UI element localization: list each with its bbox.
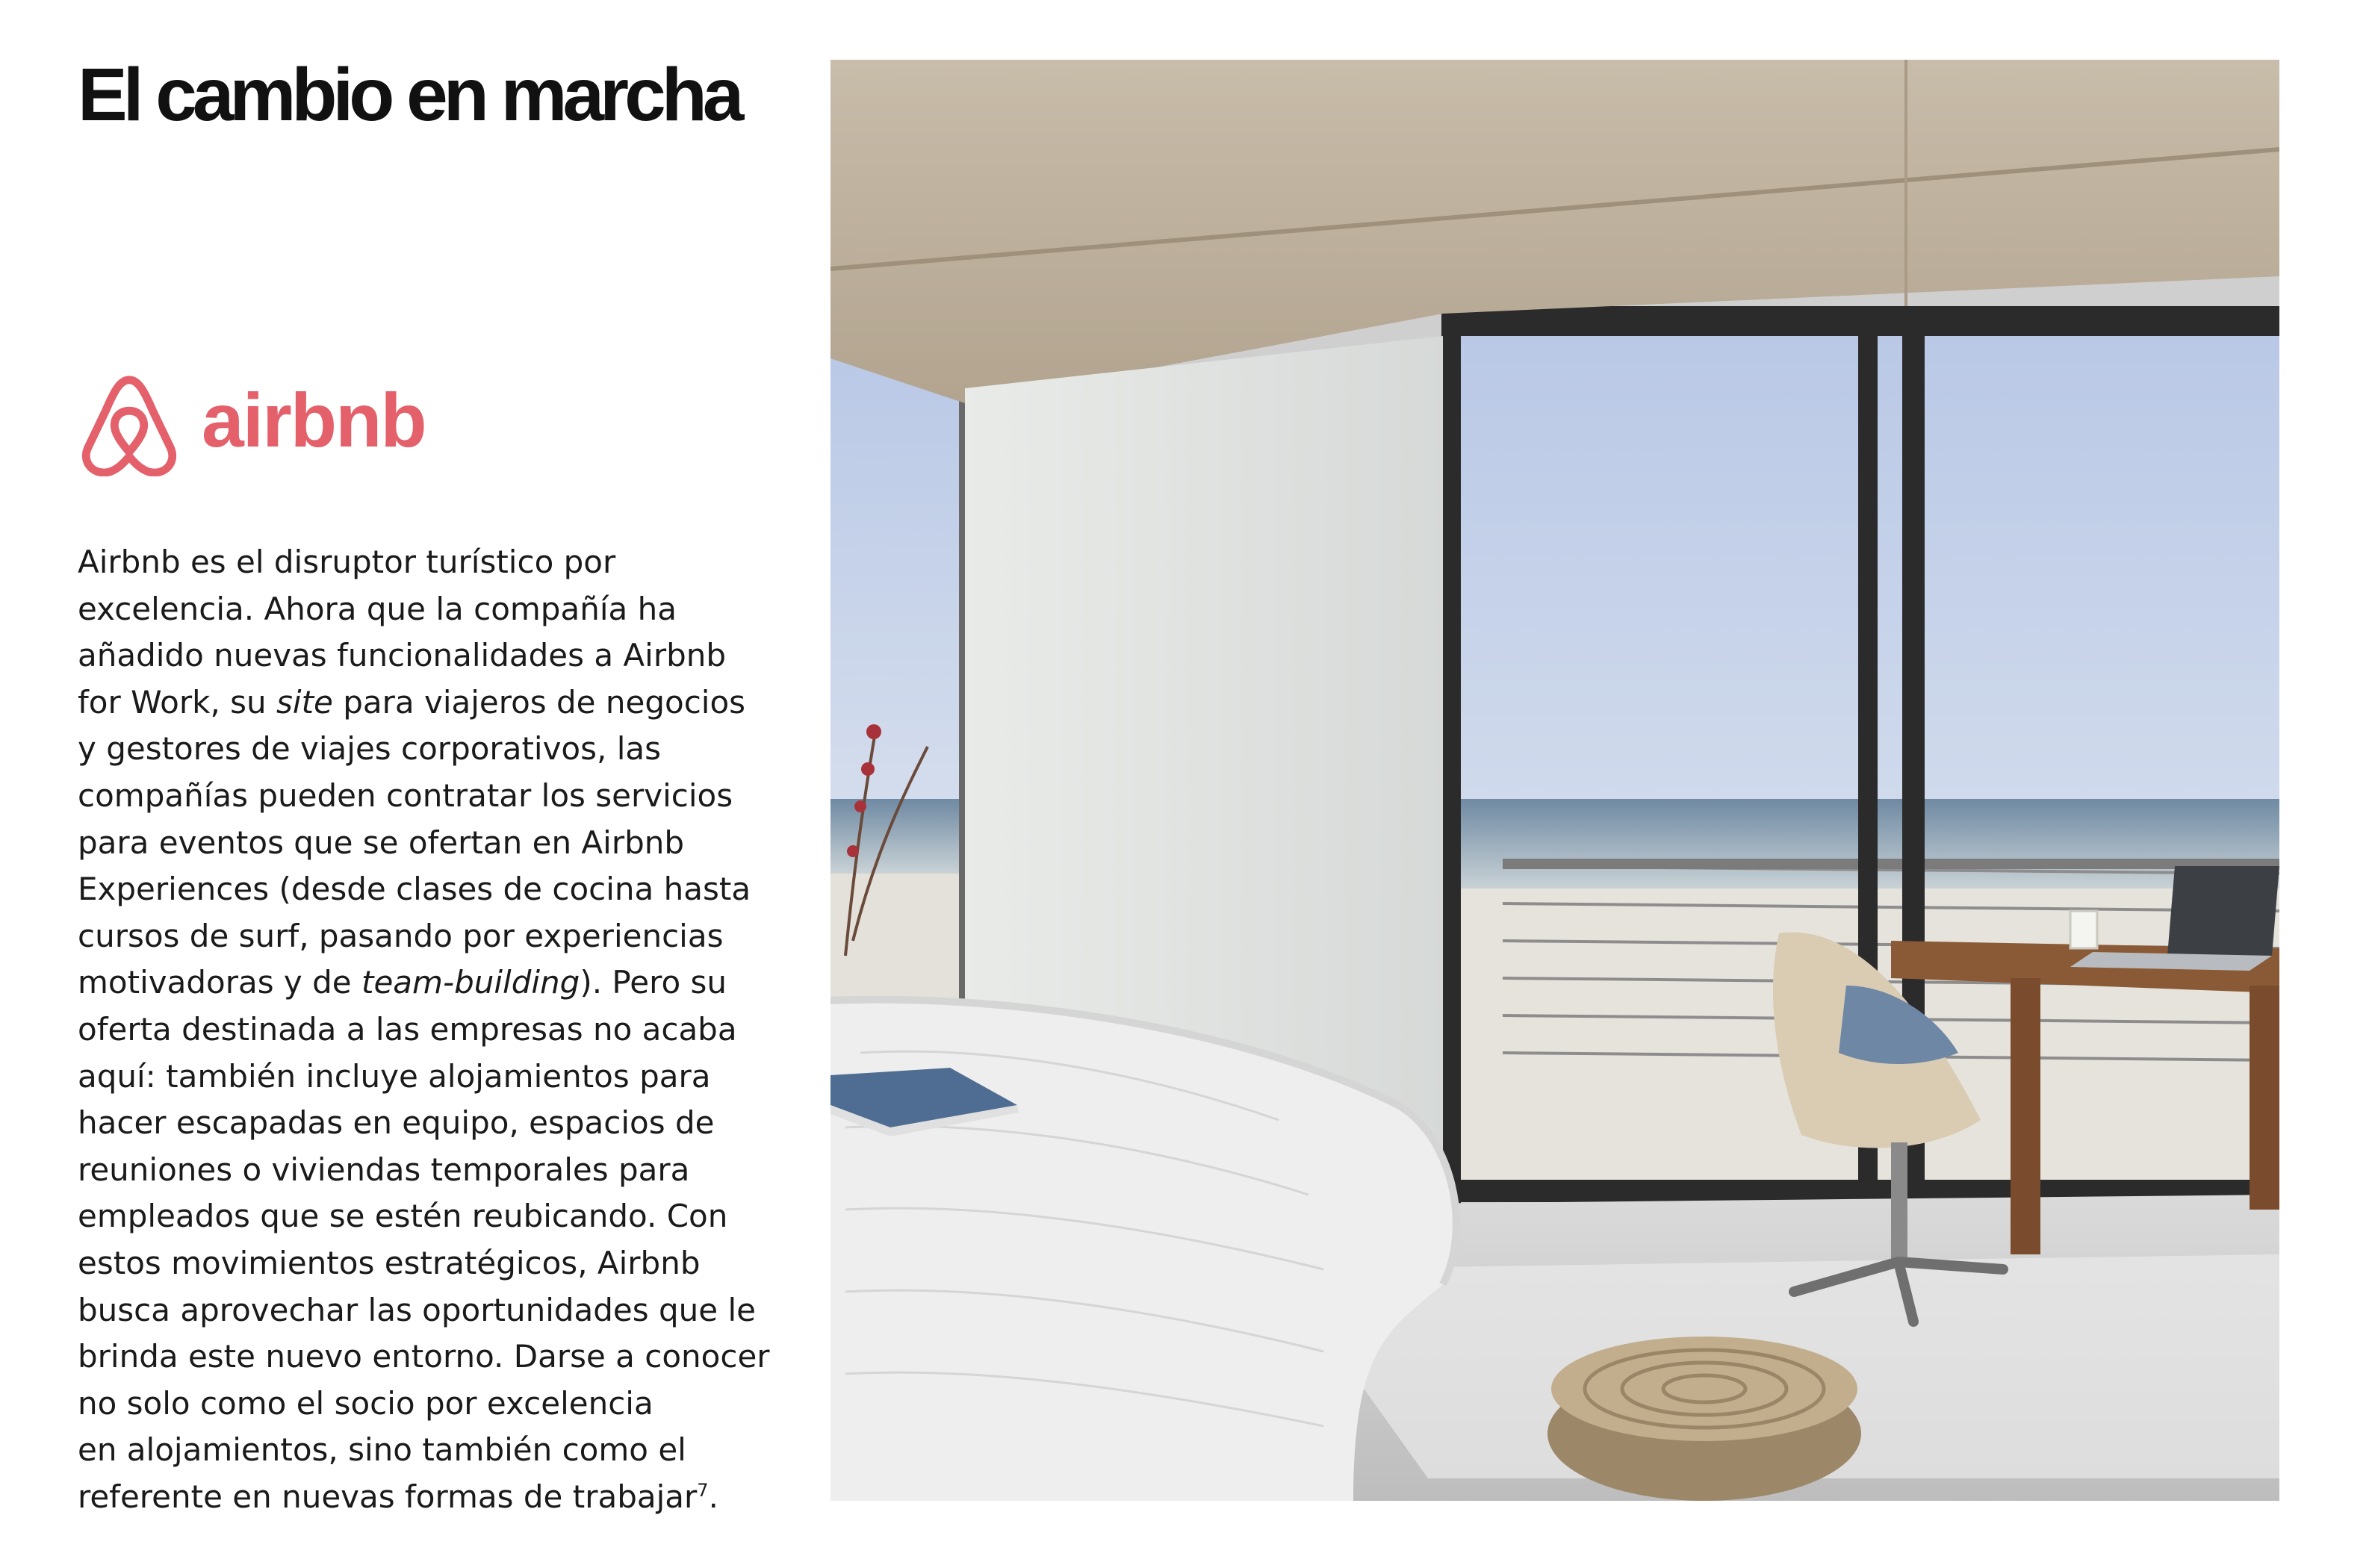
body-text-segment: no solo como el socio por excelencia [78,1384,653,1422]
body-text-segment: hacer escapadas en equipo, espacios de [78,1104,715,1142]
body-line [78,539,795,586]
body-text-segment: aquí: también incluye alojamientos para [78,1057,711,1095]
body-line [78,866,795,913]
body-text-segment: estos movimientos estratégicos, Airbnb [78,1244,701,1281]
airbnb-belo-icon [78,364,181,476]
body-line [78,820,795,867]
article-body [78,539,795,1520]
airbnb-wordmark: airbnb [202,378,426,463]
bedroom-ocean-view-photo [830,60,2279,1501]
body-line [78,1100,795,1147]
body-text-segment: reuniones o viviendas temporales para [78,1151,690,1188]
body-text-segment: Airbnb es el disruptor turístico por [78,544,616,580]
body-line [78,1381,795,1428]
body-text-segment: excelencia. Ahora que la compañía ha [78,590,677,627]
body-text-segment: Experiences (desde clases de cocina hasta [78,871,751,908]
body-text-segment: para viajeros de negocios [332,683,746,721]
emphasis: site [276,683,333,721]
body-text-segment: busca aprovechar las oportunidades que le [78,1291,756,1328]
body-text-segment: motivadoras y de [78,964,361,1001]
body-line [78,1054,795,1101]
emphasis: team-building [361,964,580,1001]
body-text-segment: referente en nuevas formas de trabajar [78,1478,698,1515]
body-text-segment: ). Pero su [580,964,727,1001]
body-text-segment: para eventos que se ofertan en Airbnb [78,824,685,861]
body-line [78,773,795,820]
body-line [78,1334,795,1381]
body-line [78,1427,795,1474]
body-line [78,1193,795,1240]
body-text-segment: cursos de surf, pasando por experiencias [78,917,724,954]
body-text-segment: en alojamientos, sino también como el [78,1431,686,1469]
body-line [78,632,795,679]
body-line [78,1287,795,1334]
body-line [78,959,795,1007]
body-line [78,1240,795,1287]
body-line [78,913,795,960]
body-text-segment: for Work, su [78,683,277,721]
body-line [78,726,795,773]
body-text-segment: empleados que se estén reubicando. Con [78,1198,728,1235]
body-line [78,1007,795,1054]
photo-illustration [830,60,2279,1501]
airbnb-logo [78,364,426,476]
body-text-segment: brinda este nuevo entorno. Darse a conocer [78,1338,770,1375]
body-line [78,1147,795,1194]
body-text-segment: añadido nuevas funcionalidades a Airbnb [78,637,727,674]
body-text-segment: compañías pueden contratar los servicios [78,777,733,814]
page-title: El cambio en marcha [78,53,740,137]
body-text-segment: oferta destinada a las empresas no acaba [78,1010,737,1048]
footnote-ref: 7 [697,1479,709,1501]
body-text-segment: . [708,1478,718,1515]
body-text-segment: y gestores de viajes corporativos, las [78,730,661,768]
body-line [78,679,795,727]
body-line [78,1474,795,1521]
body-line [78,586,795,633]
